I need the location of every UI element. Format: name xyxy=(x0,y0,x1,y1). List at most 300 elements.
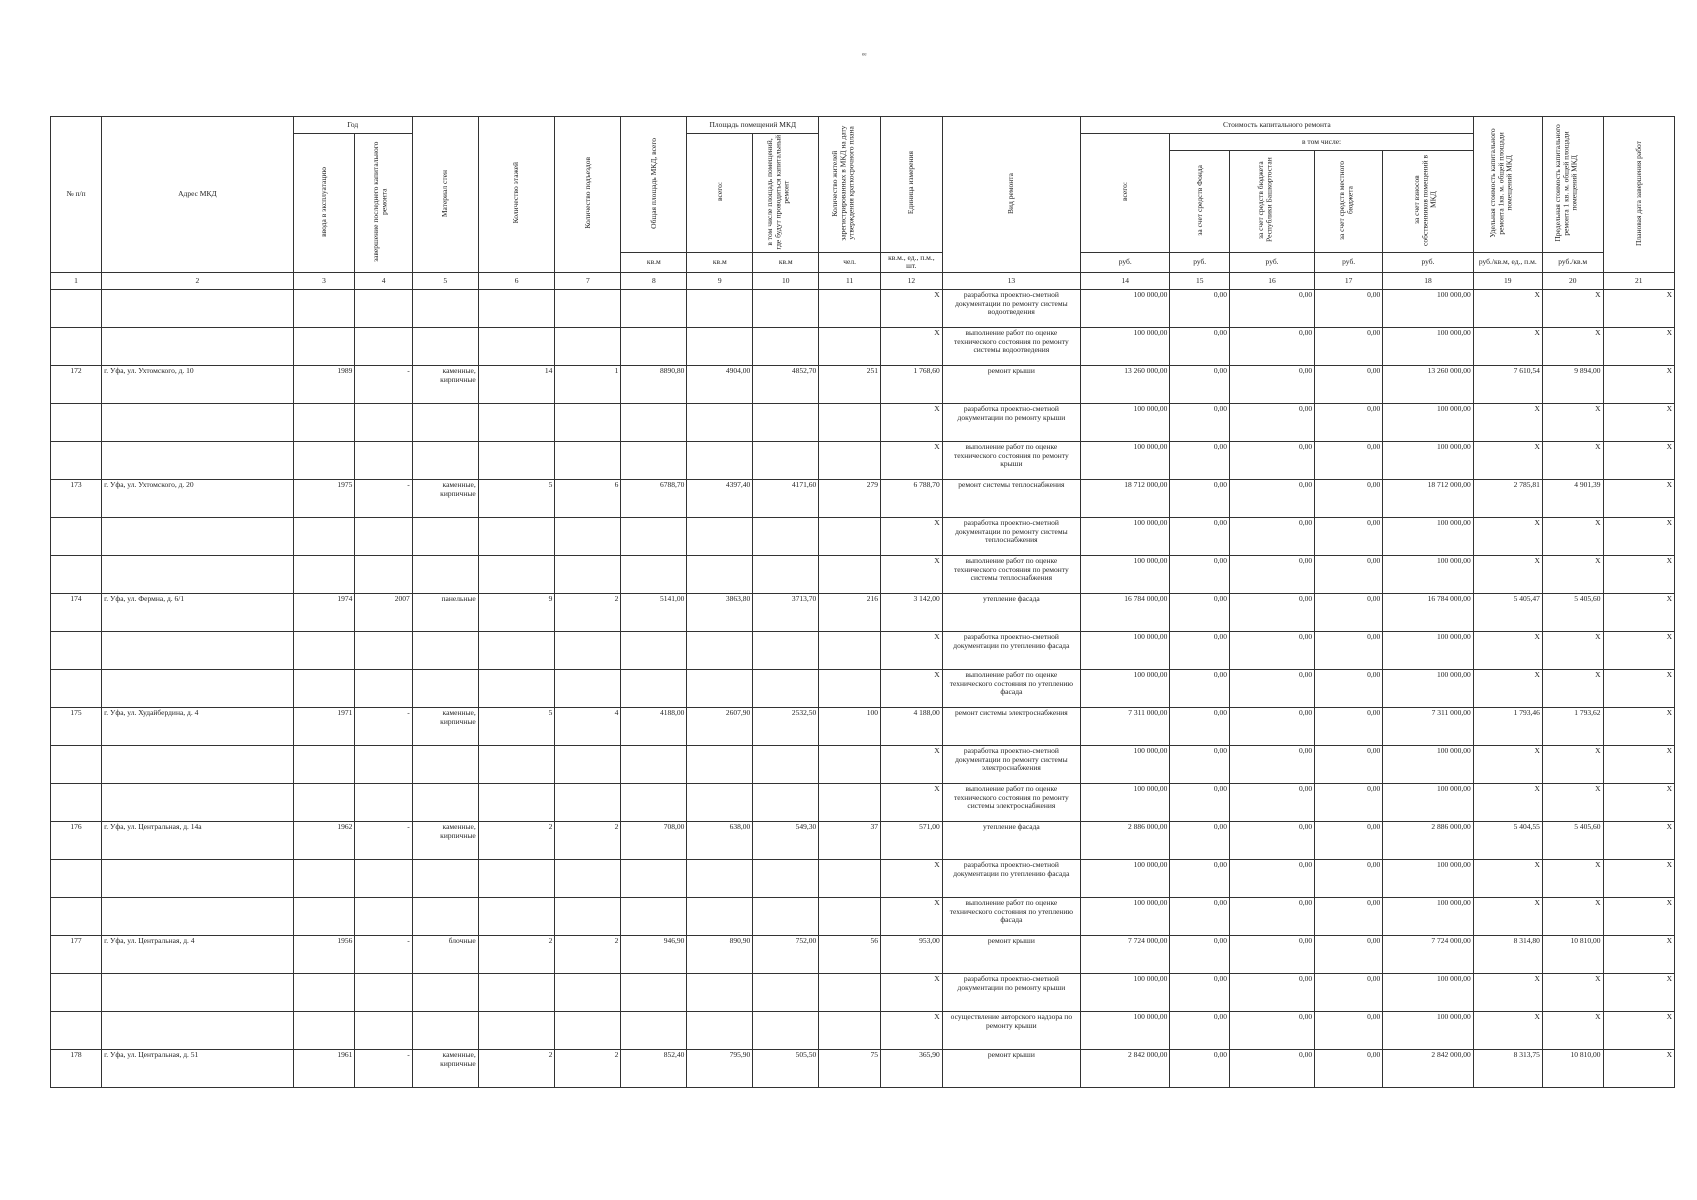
cell-max: X xyxy=(1542,859,1603,897)
cell-num xyxy=(51,289,102,327)
cell-max: 5 405,60 xyxy=(1542,821,1603,859)
cell-year-repair xyxy=(355,441,412,479)
cell-total: 100 000,00 xyxy=(1081,783,1170,821)
cell-owners: 100 000,00 xyxy=(1383,897,1474,935)
cell-year-built xyxy=(293,1011,355,1049)
cell-deadline: X xyxy=(1603,327,1674,365)
cell-deadline: X xyxy=(1603,1011,1674,1049)
cell-work: разработка проектно-сметной документации по ремонту системы электроснабжения xyxy=(942,745,1080,783)
cell-premises-total xyxy=(687,631,753,669)
column-number: 7 xyxy=(555,272,621,289)
cell-address xyxy=(102,669,294,707)
cell-republic: 0,00 xyxy=(1229,821,1314,859)
cell-premises-total: 3863,80 xyxy=(687,593,753,631)
work-row xyxy=(51,517,1675,555)
column-number: 8 xyxy=(621,272,687,289)
cell-premises-total xyxy=(687,555,753,593)
cell-fund: 0,00 xyxy=(1170,365,1230,403)
table-header xyxy=(51,117,1675,290)
cell-material xyxy=(412,441,478,479)
page-mark: ᵉᵉ xyxy=(862,50,867,60)
header-cost-including: в том числе: xyxy=(1170,134,1473,151)
cell-specific: X xyxy=(1473,327,1542,365)
cell-unit: X xyxy=(880,631,942,669)
cell-floors xyxy=(478,441,555,479)
cell-year-built xyxy=(293,669,355,707)
cell-unit: X xyxy=(880,517,942,555)
cell-address xyxy=(102,631,294,669)
cell-address: г. Уфа, ул. Центральная, д. 4 xyxy=(102,935,294,973)
cell-max: X xyxy=(1542,403,1603,441)
cell-total: 16 784 000,00 xyxy=(1081,593,1170,631)
cell-max: 10 810,00 xyxy=(1542,935,1603,973)
cell-total: 18 712 000,00 xyxy=(1081,479,1170,517)
work-row xyxy=(51,327,1675,365)
cell-local: 0,00 xyxy=(1315,859,1383,897)
column-number: 19 xyxy=(1473,272,1542,289)
cell-max: X xyxy=(1542,555,1603,593)
cell-residents xyxy=(819,745,881,783)
cell-deadline: X xyxy=(1603,745,1674,783)
cell-material: каменные, кирпичные xyxy=(412,365,478,403)
column-number: 9 xyxy=(687,272,753,289)
cell-owners: 100 000,00 xyxy=(1383,1011,1474,1049)
cell-residents xyxy=(819,783,881,821)
cell-address xyxy=(102,517,294,555)
cell-max: X xyxy=(1542,897,1603,935)
cell-unit: X xyxy=(880,441,942,479)
cell-total: 100 000,00 xyxy=(1081,555,1170,593)
cell-entrances xyxy=(555,859,621,897)
cell-year-repair: - xyxy=(355,1049,412,1087)
cell-total: 100 000,00 xyxy=(1081,631,1170,669)
cell-year-built: 1961 xyxy=(293,1049,355,1087)
cell-floors xyxy=(478,669,555,707)
cell-work: ремонт системы теплоснабжения xyxy=(942,479,1080,517)
unit-max-cost: руб./кв.м xyxy=(1542,252,1603,272)
cell-fund: 0,00 xyxy=(1170,821,1230,859)
unit-cost-total: руб. xyxy=(1081,252,1170,272)
cell-entrances xyxy=(555,327,621,365)
cell-specific: 8 314,80 xyxy=(1473,935,1542,973)
cell-year-repair xyxy=(355,555,412,593)
cell-floors: 5 xyxy=(478,707,555,745)
cell-work: утепление фасада xyxy=(942,821,1080,859)
cell-premises-total: 4904,00 xyxy=(687,365,753,403)
cell-max: X xyxy=(1542,973,1603,1011)
header-cost-republic: за счет средств бюджета Республики Башкортостан xyxy=(1229,151,1314,253)
unit-cost-republic: руб. xyxy=(1229,252,1314,272)
cell-unit: 6 788,70 xyxy=(880,479,942,517)
cell-owners: 100 000,00 xyxy=(1383,441,1474,479)
column-number: 2 xyxy=(102,272,294,289)
cell-work: разработка проектно-сметной документации по утеплению фасада xyxy=(942,631,1080,669)
cell-num: 176 xyxy=(51,821,102,859)
cell-local: 0,00 xyxy=(1315,783,1383,821)
cell-unit: X xyxy=(880,745,942,783)
header-max-cost: Предельная стоимость капитального ремонта 1 кв. м. общей площади помещений МКД xyxy=(1542,117,1603,253)
cell-owners: 16 784 000,00 xyxy=(1383,593,1474,631)
cell-fund: 0,00 xyxy=(1170,517,1230,555)
cell-entrances xyxy=(555,669,621,707)
cell-premises-residential xyxy=(753,669,819,707)
cell-specific: 1 793,46 xyxy=(1473,707,1542,745)
cell-owners: 2 842 000,00 xyxy=(1383,1049,1474,1087)
cell-entrances xyxy=(555,517,621,555)
cell-floors xyxy=(478,289,555,327)
work-row xyxy=(51,745,1675,783)
cell-residents: 216 xyxy=(819,593,881,631)
cell-year-built xyxy=(293,897,355,935)
column-number: 16 xyxy=(1229,272,1314,289)
cell-local: 0,00 xyxy=(1315,1049,1383,1087)
header-cost-local: за счет средств местного бюджета xyxy=(1315,151,1383,253)
cell-unit: X xyxy=(880,783,942,821)
cell-republic: 0,00 xyxy=(1229,289,1314,327)
cell-entrances xyxy=(555,403,621,441)
cell-specific: X xyxy=(1473,897,1542,935)
cell-total: 100 000,00 xyxy=(1081,859,1170,897)
cell-specific: X xyxy=(1473,745,1542,783)
cell-local: 0,00 xyxy=(1315,327,1383,365)
cell-specific: X xyxy=(1473,783,1542,821)
cell-entrances xyxy=(555,631,621,669)
cell-residents xyxy=(819,973,881,1011)
cell-address xyxy=(102,555,294,593)
cell-local: 0,00 xyxy=(1315,1011,1383,1049)
cell-residents xyxy=(819,327,881,365)
cell-floors xyxy=(478,783,555,821)
cell-premises-residential: 4852,70 xyxy=(753,365,819,403)
cell-year-repair xyxy=(355,631,412,669)
cell-premises-residential xyxy=(753,289,819,327)
cell-total-area xyxy=(621,289,687,327)
cell-premises-total: 795,90 xyxy=(687,1049,753,1087)
cell-owners: 7 724 000,00 xyxy=(1383,935,1474,973)
cell-material xyxy=(412,1011,478,1049)
cell-premises-residential: 3713,70 xyxy=(753,593,819,631)
cell-entrances: 2 xyxy=(555,593,621,631)
cell-specific: X xyxy=(1473,289,1542,327)
cell-total: 13 260 000,00 xyxy=(1081,365,1170,403)
cell-specific: X xyxy=(1473,973,1542,1011)
cell-address xyxy=(102,745,294,783)
cell-entrances: 2 xyxy=(555,935,621,973)
cell-republic: 0,00 xyxy=(1229,593,1314,631)
cell-owners: 100 000,00 xyxy=(1383,859,1474,897)
cell-material: панельные xyxy=(412,593,478,631)
cell-year-repair xyxy=(355,517,412,555)
cell-residents xyxy=(819,669,881,707)
cell-specific: X xyxy=(1473,669,1542,707)
cell-premises-residential xyxy=(753,973,819,1011)
cell-num xyxy=(51,783,102,821)
cell-floors: 2 xyxy=(478,821,555,859)
cell-address xyxy=(102,441,294,479)
cell-material: блочные xyxy=(412,935,478,973)
cell-local: 0,00 xyxy=(1315,707,1383,745)
cell-specific: X xyxy=(1473,1011,1542,1049)
building-row xyxy=(51,479,1675,517)
cell-material xyxy=(412,859,478,897)
cell-owners: 100 000,00 xyxy=(1383,631,1474,669)
header-deadline: Плановая дата завершения работ xyxy=(1603,117,1674,273)
cell-republic: 0,00 xyxy=(1229,631,1314,669)
cell-owners: 18 712 000,00 xyxy=(1383,479,1474,517)
cell-total: 7 311 000,00 xyxy=(1081,707,1170,745)
cell-premises-residential: 4171,60 xyxy=(753,479,819,517)
cell-year-repair: - xyxy=(355,479,412,517)
cell-total-area xyxy=(621,1011,687,1049)
cell-num xyxy=(51,1011,102,1049)
cell-deadline: X xyxy=(1603,555,1674,593)
cell-year-built: 1971 xyxy=(293,707,355,745)
cell-total: 100 000,00 xyxy=(1081,897,1170,935)
cell-year-repair xyxy=(355,897,412,935)
cell-republic: 0,00 xyxy=(1229,441,1314,479)
header-total-area: Общая площадь МКД, всего xyxy=(621,117,687,253)
cell-deadline: X xyxy=(1603,783,1674,821)
cell-year-built: 1962 xyxy=(293,821,355,859)
cell-entrances: 2 xyxy=(555,1049,621,1087)
cell-floors xyxy=(478,859,555,897)
cell-premises-total xyxy=(687,403,753,441)
cell-premises-residential xyxy=(753,1011,819,1049)
cell-total-area xyxy=(621,859,687,897)
cell-residents xyxy=(819,403,881,441)
unit-cost-local: руб. xyxy=(1315,252,1383,272)
cell-year-repair: - xyxy=(355,707,412,745)
cell-fund: 0,00 xyxy=(1170,631,1230,669)
cell-republic: 0,00 xyxy=(1229,745,1314,783)
cell-total-area xyxy=(621,897,687,935)
unit-residents: чел. xyxy=(819,252,881,272)
cell-total: 2 886 000,00 xyxy=(1081,821,1170,859)
header-premises-total: всего: xyxy=(687,134,753,253)
cell-entrances: 2 xyxy=(555,821,621,859)
column-number: 6 xyxy=(478,272,555,289)
cell-total: 7 724 000,00 xyxy=(1081,935,1170,973)
column-number-row xyxy=(51,272,1675,289)
cell-republic: 0,00 xyxy=(1229,669,1314,707)
cell-deadline: X xyxy=(1603,593,1674,631)
cell-work: ремонт системы электроснабжения xyxy=(942,707,1080,745)
cell-residents xyxy=(819,1011,881,1049)
column-number: 17 xyxy=(1315,272,1383,289)
cell-unit: X xyxy=(880,1011,942,1049)
cell-address xyxy=(102,327,294,365)
cell-republic: 0,00 xyxy=(1229,479,1314,517)
cell-republic: 0,00 xyxy=(1229,783,1314,821)
cell-material xyxy=(412,973,478,1011)
cell-material xyxy=(412,517,478,555)
cell-work: выполнение работ по оценке технического состояния по утеплению фасада xyxy=(942,897,1080,935)
cell-owners: 2 886 000,00 xyxy=(1383,821,1474,859)
cell-max: X xyxy=(1542,669,1603,707)
cell-material: каменные, кирпичные xyxy=(412,821,478,859)
cell-address: г. Уфа, ул. Фермна, д. 6/1 xyxy=(102,593,294,631)
cell-fund: 0,00 xyxy=(1170,403,1230,441)
cell-max: X xyxy=(1542,631,1603,669)
cell-unit: X xyxy=(880,327,942,365)
cell-premises-total xyxy=(687,745,753,783)
cell-local: 0,00 xyxy=(1315,935,1383,973)
cell-residents: 100 xyxy=(819,707,881,745)
column-number: 10 xyxy=(753,272,819,289)
column-number: 14 xyxy=(1081,272,1170,289)
cell-owners: 7 311 000,00 xyxy=(1383,707,1474,745)
building-row xyxy=(51,935,1675,973)
building-row xyxy=(51,365,1675,403)
cell-address xyxy=(102,973,294,1011)
cell-republic: 0,00 xyxy=(1229,365,1314,403)
cell-owners: 100 000,00 xyxy=(1383,403,1474,441)
cell-address: г. Уфа, ул. Ухтомского, д. 10 xyxy=(102,365,294,403)
cell-fund: 0,00 xyxy=(1170,859,1230,897)
cell-premises-total: 638,00 xyxy=(687,821,753,859)
unit-premises-residential: кв.м xyxy=(753,252,819,272)
cell-year-repair xyxy=(355,403,412,441)
cell-specific: X xyxy=(1473,555,1542,593)
cell-republic: 0,00 xyxy=(1229,973,1314,1011)
cell-fund: 0,00 xyxy=(1170,897,1230,935)
cell-premises-total xyxy=(687,859,753,897)
cell-premises-residential xyxy=(753,745,819,783)
cell-address: г. Уфа, ул. Центральная, д. 51 xyxy=(102,1049,294,1087)
cell-deadline: X xyxy=(1603,517,1674,555)
cell-floors: 14 xyxy=(478,365,555,403)
work-row xyxy=(51,555,1675,593)
cell-total-area: 8890,80 xyxy=(621,365,687,403)
cell-owners: 13 260 000,00 xyxy=(1383,365,1474,403)
cell-floors xyxy=(478,555,555,593)
cell-year-built: 1974 xyxy=(293,593,355,631)
cell-republic: 0,00 xyxy=(1229,707,1314,745)
cell-entrances: 1 xyxy=(555,365,621,403)
cell-residents: 37 xyxy=(819,821,881,859)
cell-max: 4 901,39 xyxy=(1542,479,1603,517)
cell-fund: 0,00 xyxy=(1170,555,1230,593)
cell-max: X xyxy=(1542,517,1603,555)
cell-residents xyxy=(819,631,881,669)
cell-unit: X xyxy=(880,897,942,935)
cell-year-built xyxy=(293,517,355,555)
cell-local: 0,00 xyxy=(1315,555,1383,593)
cell-local: 0,00 xyxy=(1315,593,1383,631)
cell-year-built: 1989 xyxy=(293,365,355,403)
cell-fund: 0,00 xyxy=(1170,973,1230,1011)
cell-deadline: X xyxy=(1603,365,1674,403)
cell-entrances xyxy=(555,441,621,479)
cell-premises-total xyxy=(687,973,753,1011)
cell-address xyxy=(102,289,294,327)
cell-owners: 100 000,00 xyxy=(1383,327,1474,365)
cell-address xyxy=(102,783,294,821)
cell-total: 100 000,00 xyxy=(1081,973,1170,1011)
unit-specific-cost: руб./кв.м, ед., п.м. xyxy=(1473,252,1542,272)
cell-republic: 0,00 xyxy=(1229,403,1314,441)
cell-unit: X xyxy=(880,403,942,441)
column-number: 1 xyxy=(51,272,102,289)
header-year-last-repair: завершение последнего капитального ремонта xyxy=(355,134,412,273)
column-number: 18 xyxy=(1383,272,1474,289)
cell-premises-residential xyxy=(753,441,819,479)
cell-material: каменные, кирпичные xyxy=(412,1049,478,1087)
cell-owners: 100 000,00 xyxy=(1383,973,1474,1011)
cell-premises-residential xyxy=(753,897,819,935)
cell-address xyxy=(102,403,294,441)
cell-premises-total xyxy=(687,517,753,555)
cell-specific: 8 313,75 xyxy=(1473,1049,1542,1087)
cell-year-built xyxy=(293,631,355,669)
cell-num: 172 xyxy=(51,365,102,403)
unit-total-area: кв.м xyxy=(621,252,687,272)
cell-deadline: X xyxy=(1603,821,1674,859)
cell-residents xyxy=(819,859,881,897)
cell-year-built: 1975 xyxy=(293,479,355,517)
cell-total-area xyxy=(621,631,687,669)
cell-local: 0,00 xyxy=(1315,289,1383,327)
cell-floors xyxy=(478,745,555,783)
cell-num xyxy=(51,517,102,555)
cell-total-area: 708,00 xyxy=(621,821,687,859)
cell-fund: 0,00 xyxy=(1170,289,1230,327)
work-row xyxy=(51,897,1675,935)
building-row xyxy=(51,593,1675,631)
cell-republic: 0,00 xyxy=(1229,1049,1314,1087)
cell-republic: 0,00 xyxy=(1229,935,1314,973)
cell-total-area xyxy=(621,403,687,441)
cell-max: X xyxy=(1542,1011,1603,1049)
cell-num xyxy=(51,669,102,707)
cell-owners: 100 000,00 xyxy=(1383,669,1474,707)
cell-year-built xyxy=(293,783,355,821)
cell-deadline: X xyxy=(1603,403,1674,441)
cell-residents xyxy=(819,441,881,479)
work-row xyxy=(51,441,1675,479)
cell-specific: 5 405,47 xyxy=(1473,593,1542,631)
cell-premises-residential xyxy=(753,631,819,669)
cell-premises-residential xyxy=(753,555,819,593)
cell-total-area: 5141,00 xyxy=(621,593,687,631)
work-row xyxy=(51,669,1675,707)
cell-year-repair xyxy=(355,1011,412,1049)
cell-material xyxy=(412,783,478,821)
cell-total: 100 000,00 xyxy=(1081,669,1170,707)
cell-entrances xyxy=(555,973,621,1011)
cell-fund: 0,00 xyxy=(1170,1011,1230,1049)
cell-deadline: X xyxy=(1603,669,1674,707)
cell-year-repair: - xyxy=(355,365,412,403)
cell-year-repair xyxy=(355,859,412,897)
cell-unit: 953,00 xyxy=(880,935,942,973)
cell-owners: 100 000,00 xyxy=(1383,783,1474,821)
cell-max: 10 810,00 xyxy=(1542,1049,1603,1087)
cell-residents xyxy=(819,897,881,935)
cell-address: г. Уфа, ул. Ухтомского, д. 20 xyxy=(102,479,294,517)
cell-specific: X xyxy=(1473,859,1542,897)
cell-local: 0,00 xyxy=(1315,821,1383,859)
cell-unit: X xyxy=(880,289,942,327)
work-row xyxy=(51,403,1675,441)
cell-work: разработка проектно-сметной документации по ремонту системы теплоснабжения xyxy=(942,517,1080,555)
cell-fund: 0,00 xyxy=(1170,745,1230,783)
column-number: 21 xyxy=(1603,272,1674,289)
header-floors: Количество этажей xyxy=(478,117,555,273)
cell-owners: 100 000,00 xyxy=(1383,745,1474,783)
cell-premises-total: 4397,40 xyxy=(687,479,753,517)
cell-total-area xyxy=(621,669,687,707)
